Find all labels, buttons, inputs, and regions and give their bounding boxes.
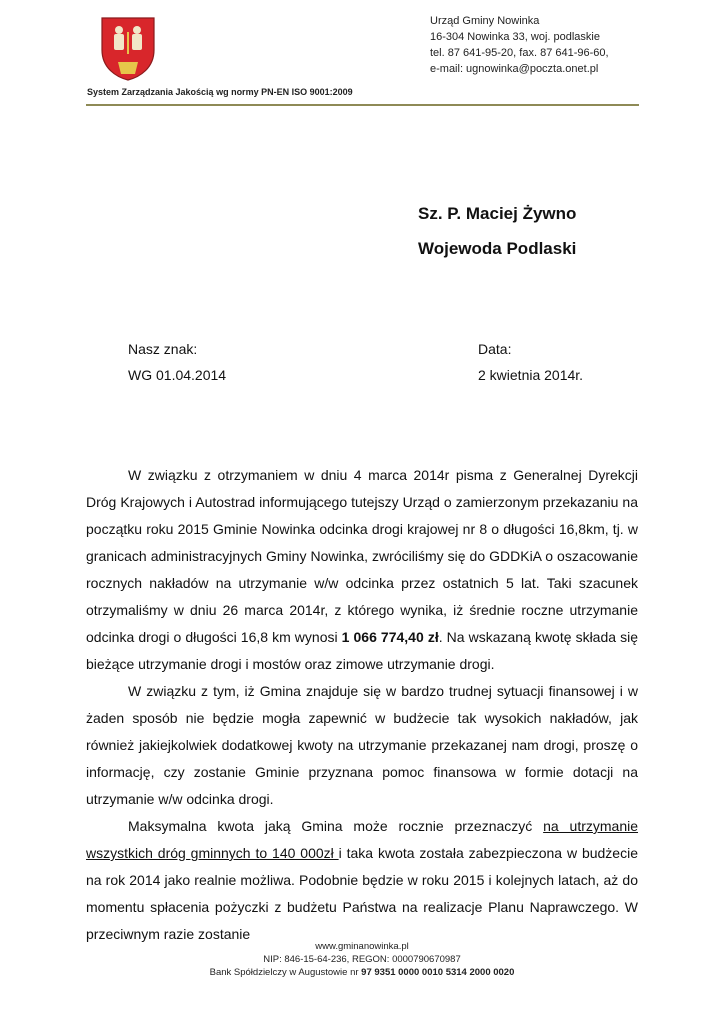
paragraph	[86, 813, 638, 948]
address-line: e-mail: ugnowinka@poczta.onet.pl	[430, 63, 599, 75]
recipient-title: Wojewoda Podlaski	[418, 239, 577, 258]
date-label: Data:	[478, 341, 512, 357]
paragraph	[86, 462, 638, 678]
paragraph-text: Maksymalna kwota jaką Gmina może rocznie przeznaczyć	[128, 818, 544, 834]
underlined-text: na utrzymanie wszystkich dróg gminnych to 140 000zł	[86, 818, 639, 861]
recipient-block	[418, 196, 576, 266]
header-divider	[86, 104, 639, 106]
letter-body	[86, 462, 638, 948]
recipient-name: Sz. P. Maciej Żywno	[418, 204, 577, 223]
paragraph-text: . Na wskazaną kwotę składa się bieżące utrzymanie drogi i mostów oraz zimowe utrzymanie drogi.	[86, 629, 638, 672]
bank-label: Bank Spółdzielczy w Augustowie nr	[209, 967, 362, 978]
paragraph: W związku z tym, iż Gmina znajduje się w bardzo trudnej sytuacji finansowej i w żaden sposób nie będzie mogła zapewnić w budżecie tak wysokich nakładów, jak również jakiejkolwiek dodatkowej kwoty na utrzymanie przekazanej nam drogi, proszę o informację, czy zostanie Gminie przyznana pomoc finansowa w formie dotacji na utrzymanie w/w odcinka drogi.	[86, 683, 638, 807]
address-line: 16-304 Nowinka 33, woj. podlaskie	[430, 31, 600, 43]
bank-details	[0, 966, 724, 979]
address-line: Urząd Gminy Nowinka	[430, 15, 540, 27]
quality-system-note: System Zarządzania Jakością wg normy PN-EN ISO 9001:2009	[87, 87, 353, 97]
our-ref-value: WG 01.04.2014	[128, 367, 227, 383]
paragraph-text: W związku z otrzymaniem w dniu 4 marca 2014r pisma z Generalnej Dyrekcji Dróg Krajowych i Autostrad informującego tutejszy Urząd o zamierzonym przekazaniu na początku roku 2015 Gminie Nowinka odcinka drogi krajowej nr 8 o długości 16,8km, tj. w granicach administracyjnych Gminy Nowinka, zwróciliśmy się do GDDKiA o oszacowanie rocznych nakładów na utrzymanie w/w odcinka przez ostatnich 5 lat. Taki szacunek otrzymaliśmy w dniu 26 marca 2014r, z którego wynika, iż średnie roczne utrzymanie odcinka drogi o długości 16,8 km wynosi	[86, 467, 638, 645]
tax-ids: NIP: 846-15-64-236, REGON: 0000790670987	[263, 954, 461, 965]
amount-highlight: 1 066 774,40 zł	[341, 629, 439, 645]
bank-account: 97 9351 0000 0010 5314 2000 0020	[361, 967, 515, 978]
office-address	[430, 13, 609, 77]
page-footer	[0, 940, 724, 979]
paragraph-text: i taka kwota została zabezpieczona w budżecie na rok 2014 jako realnie możliwa. Podobnie będzie w roku 2015 i kolejnych latach, aż do momentu spłacenia pożyczki z budżetu Państwa na realizacje Planu Naprawczego. W przeciwnym razie zostanie	[86, 845, 638, 942]
coat-of-arms-logo	[100, 16, 156, 82]
date-value: 2 kwietnia 2014r.	[478, 367, 584, 383]
address-line: tel. 87 641-95-20, fax. 87 641-96-60,	[430, 47, 609, 59]
website-link[interactable]: www.gminanowinka.pl	[315, 941, 409, 952]
our-ref-label: Nasz znak:	[128, 341, 198, 357]
